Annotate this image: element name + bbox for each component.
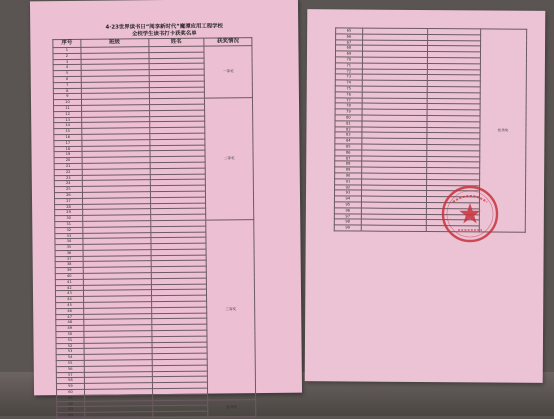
- row-number: 62: [57, 401, 85, 407]
- award-level-cell: 优秀奖: [479, 29, 526, 232]
- row-number: 33: [55, 233, 83, 239]
- row-number: 4: [53, 65, 81, 71]
- row-number: 82: [335, 126, 362, 132]
- row-number: 17: [54, 140, 82, 146]
- row-number: 75: [335, 86, 362, 92]
- row-number: 51: [56, 337, 84, 343]
- row-class: [361, 225, 426, 231]
- row-number: 76: [335, 92, 362, 98]
- row-number: 38: [55, 262, 83, 268]
- row-number: 24: [54, 181, 82, 187]
- row-number: 54: [56, 355, 84, 361]
- row-number: 99: [334, 225, 361, 231]
- row-number: 89: [335, 167, 362, 173]
- row-number: 26: [54, 192, 82, 198]
- row-number: 12: [54, 111, 82, 117]
- document-subtitle: 全校学生读书打卡获奖名单: [131, 30, 197, 38]
- row-number: 92: [335, 184, 362, 190]
- row-number: 78: [335, 103, 362, 109]
- row-number: 19: [54, 152, 82, 158]
- row-number: 64: [57, 413, 85, 419]
- row-number: 11: [54, 105, 82, 111]
- row-number: 49: [56, 326, 84, 332]
- row-number: 88: [335, 161, 362, 167]
- row-number: 15: [54, 129, 82, 135]
- row-number: 45: [56, 302, 84, 308]
- row-number: 73: [335, 74, 362, 80]
- row-number: 9: [53, 94, 81, 100]
- row-number: 44: [56, 297, 84, 303]
- row-number: 6: [53, 76, 81, 82]
- row-number: 59: [56, 384, 84, 390]
- row-number: 65: [336, 28, 363, 34]
- row-number: 8: [53, 88, 81, 94]
- row-number: 96: [334, 208, 361, 214]
- row-number: 66: [336, 34, 363, 40]
- row-number: 2: [53, 53, 81, 59]
- row-number: 93: [334, 190, 361, 196]
- row-number: 3: [53, 59, 81, 65]
- row-number: 43: [55, 291, 83, 297]
- award-level-cell: 三等奖: [206, 219, 256, 399]
- row-number: 68: [336, 45, 363, 51]
- row-number: 7: [53, 82, 81, 88]
- row-number: 80: [335, 115, 362, 121]
- row-number: 21: [54, 163, 82, 169]
- row-number: 25: [54, 187, 82, 193]
- row-number: 84: [335, 138, 362, 144]
- row-number: 77: [335, 97, 362, 103]
- col-header-class: 班级: [81, 39, 149, 48]
- row-number: 57: [56, 372, 84, 378]
- row-number: 41: [55, 279, 83, 285]
- row-number: 39: [55, 268, 83, 274]
- row-number: 58: [56, 378, 84, 384]
- award-level-cell: 二等奖: [205, 98, 254, 220]
- row-number: 32: [55, 227, 83, 233]
- row-number: 98: [334, 219, 361, 225]
- row-number: 1: [53, 47, 81, 53]
- row-number: 29: [55, 210, 83, 216]
- row-number: 69: [335, 51, 362, 57]
- row-number: 94: [334, 196, 361, 202]
- row-number: 23: [54, 175, 82, 181]
- row-number: 42: [55, 285, 83, 291]
- row-number: 28: [55, 204, 83, 210]
- row-number: 85: [335, 144, 362, 150]
- row-number: 13: [54, 117, 82, 123]
- row-number: 91: [335, 179, 362, 185]
- award-level-cell: 一等奖: [204, 46, 252, 99]
- row-number: 90: [335, 173, 362, 179]
- award-list-page-2: [305, 9, 546, 383]
- row-number: 27: [55, 198, 83, 204]
- row-number: 10: [53, 100, 81, 106]
- row-number: 74: [335, 80, 362, 86]
- row-number: 30: [55, 215, 83, 221]
- row-number: 79: [335, 109, 362, 115]
- row-number: 20: [54, 158, 82, 164]
- row-number: 81: [335, 121, 362, 127]
- row-number: 55: [56, 360, 84, 366]
- row-number: 52: [56, 343, 84, 349]
- row-number: 16: [54, 134, 82, 140]
- row-number: 22: [54, 169, 82, 175]
- row-number: 97: [334, 213, 361, 219]
- row-number: 37: [55, 256, 83, 262]
- row-number: 95: [334, 202, 361, 208]
- row-number: 56: [56, 366, 84, 372]
- document-title: 4·23世界读书日“阅享新时代”魔潭应用工程学校: [105, 23, 223, 31]
- award-level-cell: 优秀奖: [208, 399, 256, 417]
- row-number: 70: [335, 57, 362, 63]
- row-number: 61: [57, 395, 85, 401]
- row-number: 47: [56, 314, 84, 320]
- row-class: [85, 412, 153, 419]
- col-header-name: 姓名: [148, 38, 204, 47]
- col-header-number: 序号: [53, 39, 81, 47]
- col-header-award: 获奖情况: [204, 38, 252, 46]
- row-number: 83: [335, 132, 362, 138]
- row-number: 86: [335, 150, 362, 156]
- row-number: 18: [54, 146, 82, 152]
- row-number: 31: [55, 221, 83, 227]
- row-number: 36: [55, 250, 83, 256]
- row-number: 87: [335, 155, 362, 161]
- school-seal-stamp: [440, 184, 500, 244]
- row-number: 53: [56, 349, 84, 355]
- row-number: 50: [56, 331, 84, 337]
- row-number: 34: [55, 239, 83, 245]
- award-list-page-1: [30, 0, 302, 418]
- row-number: 48: [56, 320, 84, 326]
- row-number: 46: [56, 308, 84, 314]
- row-number: 40: [55, 273, 83, 279]
- row-student-name: [152, 411, 208, 417]
- row-number: 72: [335, 68, 362, 74]
- row-number: 63: [57, 407, 85, 413]
- row-number: 67: [336, 39, 363, 45]
- row-number: 14: [54, 123, 82, 129]
- row-number: 60: [57, 389, 85, 395]
- row-number: 71: [335, 63, 362, 69]
- row-number: 35: [55, 244, 83, 250]
- award-table-left: [52, 37, 256, 419]
- row-number: 5: [53, 71, 81, 77]
